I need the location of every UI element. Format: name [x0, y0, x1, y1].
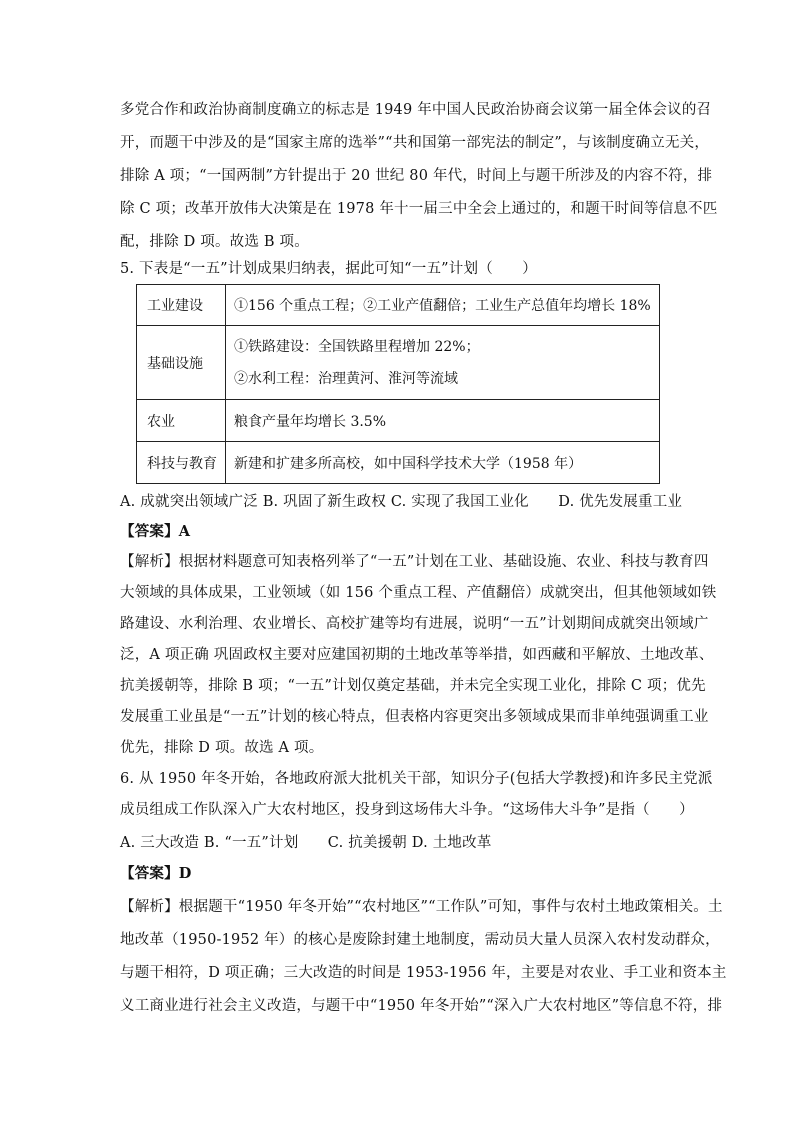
analysis-line: 除 C 项；改革开放伟大决策是在 1978 年十一届三中全会上通过的，和题干时间等信息不匹 [120, 201, 718, 217]
analysis-line: 多党合作和政治协商制度确立的标志是 1949 年中国人民政治协商会议第一届全体会议的召 [120, 102, 712, 118]
analysis-line: 排除 A 项；“一国两制”方针提出于 20 世纪 80 年代，时间上与题干所涉及的内容不符，排 [120, 168, 713, 184]
analysis-line: 【解析】根据材料题意可知表格列举了“一五”计划在工业、基础设施、农业、科技与教育四 [120, 554, 709, 570]
analysis-line: 开，而题干中涉及的是“国家主席的选举”“共和国第一部宪法的制定”，与该制度确立无关， [120, 135, 710, 151]
analysis-line: 发展重工业虽是“一五”计划的核心特点，但表格内容更突出多领域成果而非单纯强调重工业 [120, 709, 709, 725]
analysis-line: 抗美援朝等，排除 B 项；“一五”计划仅奠定基础，并未完全实现工业化，排除 C 项；优先 [120, 678, 706, 694]
table-row [137, 442, 660, 484]
table-cell-category: 工业建设 [137, 285, 226, 326]
table-row [137, 326, 660, 400]
table-cell-content: ①156 个重点工程；②工业产值翻倍；工业生产总值年均增长 18% [226, 285, 660, 326]
question-5-options: A. 成就突出领域广泛 B. 巩固了新生政权 C. 实现了我国工业化 D. 优先发展重工业 [120, 494, 683, 510]
analysis-line: 泛，A 项正确 巩固政权主要对应建国初期的土地改革等举措，如西藏和平解放、土地改革、 [120, 647, 714, 663]
question-5-answer: 【答案】A [120, 523, 191, 540]
analysis-line: 【解析】根据题干“1950 年冬开始”“农村地区”“工作队”可知，事件与农村土地政策相关。土 [120, 899, 723, 915]
plan-results-table [136, 284, 660, 484]
table-cell-content [226, 326, 660, 400]
table-cell-category: 科技与教育 [137, 442, 226, 484]
analysis-line: 配，排除 D 项。故选 B 项。 [120, 234, 309, 250]
table-cell-content: 粮食产量年均增长 3.5% [226, 400, 660, 442]
analysis-line: 与题干相符，D 项正确；三大改造的时间是 1953-1956 年，主要是对农业、手工业和资本主 [120, 965, 727, 981]
table-cell-category: 农业 [137, 400, 226, 442]
table-row [137, 285, 660, 326]
analysis-line: 义工商业进行社会主义改造，与题干中“1950 年冬开始”“深入广大农村地区”等信息不符，排 [120, 998, 723, 1014]
table-cell-line: ②水利工程：治理黄河、淮河等流域 [234, 370, 458, 387]
analysis-line: 优先，排除 D 项。故选 A 项。 [120, 740, 324, 756]
table-row [137, 400, 660, 442]
question-6-stem-line: 成员组成工作队深入广大农村地区，投身到这场伟大斗争。“这场伟大斗争”是指（ ） [120, 802, 694, 818]
analysis-line: 大领域的具体成果，工业领域（如 156 个重点工程、产值翻倍）成就突出，但其他领域如铁 [120, 585, 717, 601]
table-cell-category: 基础设施 [137, 326, 226, 400]
question-5-stem: 5. 下表是“一五”计划成果归纳表，据此可知“一五”计划（ ） [120, 261, 537, 277]
analysis-line: 路建设、水利治理、农业增长、高校扩建等均有进展，说明“一五”计划期间成就突出领域广 [120, 616, 709, 632]
question-6-stem-line: 6. 从 1950 年冬开始，各地政府派大批机关干部，知识分子(包括大学教授)和许多民主党派 [120, 771, 713, 787]
analysis-line: 地改革（1950-1952 年）的核心是废除封建土地制度，需动员大量人员深入农村发动群众， [120, 932, 720, 948]
question-6-answer: 【答案】D [120, 865, 192, 882]
table-cell-content: 新建和扩建多所高校，如中国科学技术大学（1958 年） [226, 442, 660, 484]
table-cell-line: ①铁路建设：全国铁路里程增加 22%； [234, 338, 480, 355]
question-6-options: A. 三大改造 B. “一五”计划 C. 抗美援朝 D. 土地改革 [120, 835, 492, 851]
